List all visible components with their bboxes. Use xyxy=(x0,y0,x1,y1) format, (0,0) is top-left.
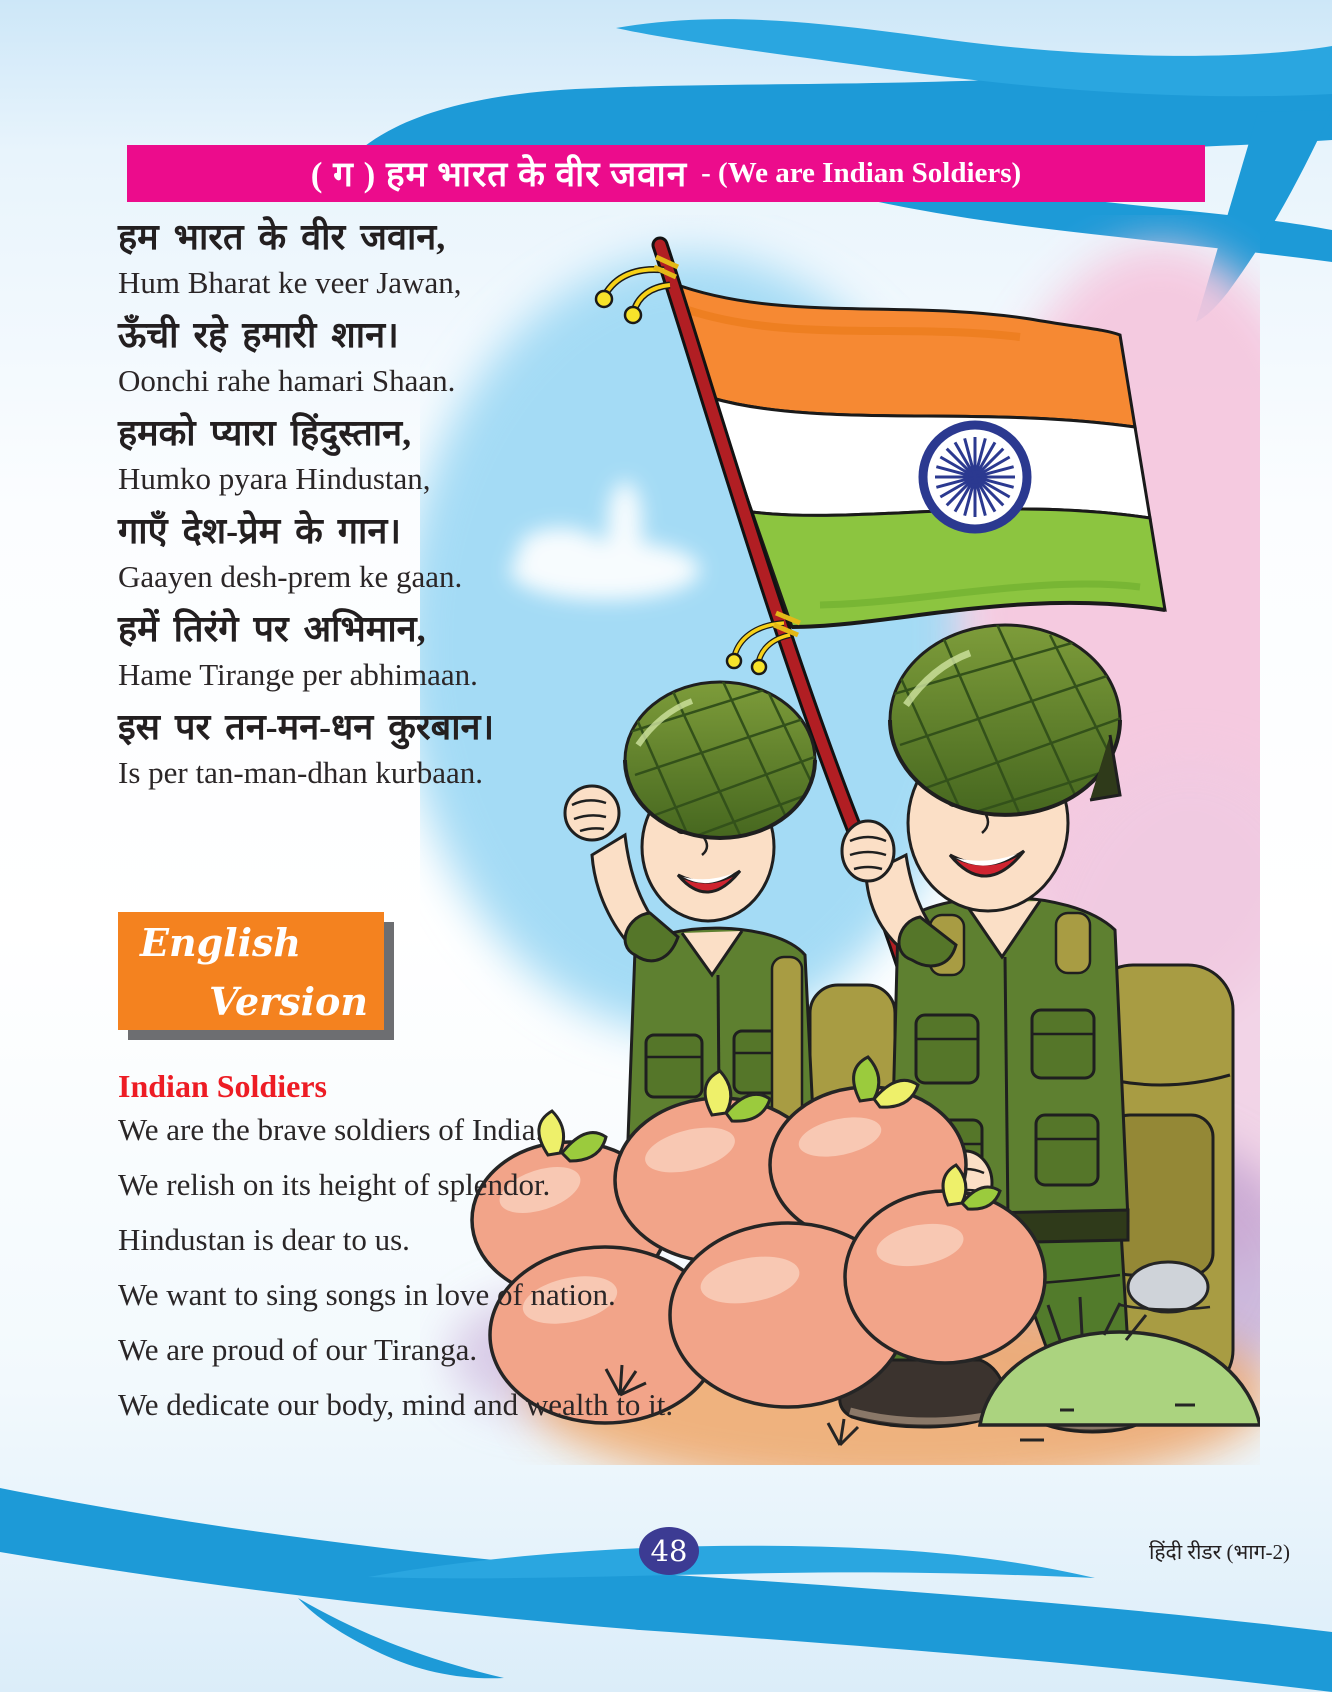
poem-hindi-line: ऊँची रहे हमारी शान। xyxy=(118,315,399,355)
poem-hindi-line: हम भारत के वीर जवान, xyxy=(118,217,446,257)
english-line: We want to sing songs in love of nation. xyxy=(118,1277,616,1312)
page-number-badge: 48 xyxy=(639,1527,699,1575)
english-line: We relish on its height of splendor. xyxy=(118,1167,551,1202)
lesson-title-english: - (We are Indian Soldiers) xyxy=(701,157,1022,189)
poem-roman-line: Is per tan-man-dhan kurbaan. xyxy=(118,755,483,790)
english-translation-lines xyxy=(118,1102,738,1432)
poem-hindi-line: हमें तिरंगे पर अभिमान, xyxy=(118,609,426,649)
poem-hindi-line: हमको प्यारा हिंदुस्तान, xyxy=(118,413,412,453)
poem-couplet xyxy=(118,409,658,501)
book-title-footer: हिंदी रीडर (भाग-2) xyxy=(1148,1540,1290,1564)
english-version-box xyxy=(118,912,394,1042)
poem-couplet xyxy=(118,605,658,697)
lesson-title-hindi: ( ग ) हम भारत के वीर जवान xyxy=(310,155,688,194)
english-line: We are the brave soldiers of India. xyxy=(118,1112,544,1147)
english-version-box-face xyxy=(118,912,384,1030)
bottom-swoosh-decoration xyxy=(0,1480,1332,1692)
poem-roman-line: Gaayen desh-prem ke gaan. xyxy=(118,559,463,594)
english-section-heading: Indian Soldiers xyxy=(118,1068,327,1104)
soldier-big-upper-hand xyxy=(842,821,894,881)
english-line: We dedicate our body, mind and wealth to it. xyxy=(118,1387,674,1422)
poem-couplet xyxy=(118,311,658,403)
poem-couplet xyxy=(118,213,658,305)
english-line: Hindustan is dear to us. xyxy=(118,1222,410,1257)
poem-roman-line: Hame Tirange per abhimaan. xyxy=(118,657,478,692)
ashoka-chakra-icon xyxy=(923,425,1027,529)
poem-couplet xyxy=(118,507,658,599)
english-version-word2: Version xyxy=(209,979,368,1024)
poem-roman-line: Hum Bharat ke veer Jawan, xyxy=(118,265,462,300)
lesson-title-bar xyxy=(127,145,1205,202)
poem-roman-line: Oonchi rahe hamari Shaan. xyxy=(118,363,456,398)
poem-roman-line: Humko pyara Hindustan, xyxy=(118,461,431,496)
gray-stone xyxy=(1128,1262,1208,1312)
english-version-word1: English xyxy=(140,920,302,965)
poem-couplet xyxy=(118,703,658,795)
english-line: We are proud of our Tiranga. xyxy=(118,1332,478,1367)
poem-hindi-line: गाएँ देश-प्रेम के गान। xyxy=(118,511,401,551)
poem-hindi-line: इस पर तन-मन-धन कुरबान। xyxy=(118,707,495,747)
poem-block xyxy=(118,213,658,801)
